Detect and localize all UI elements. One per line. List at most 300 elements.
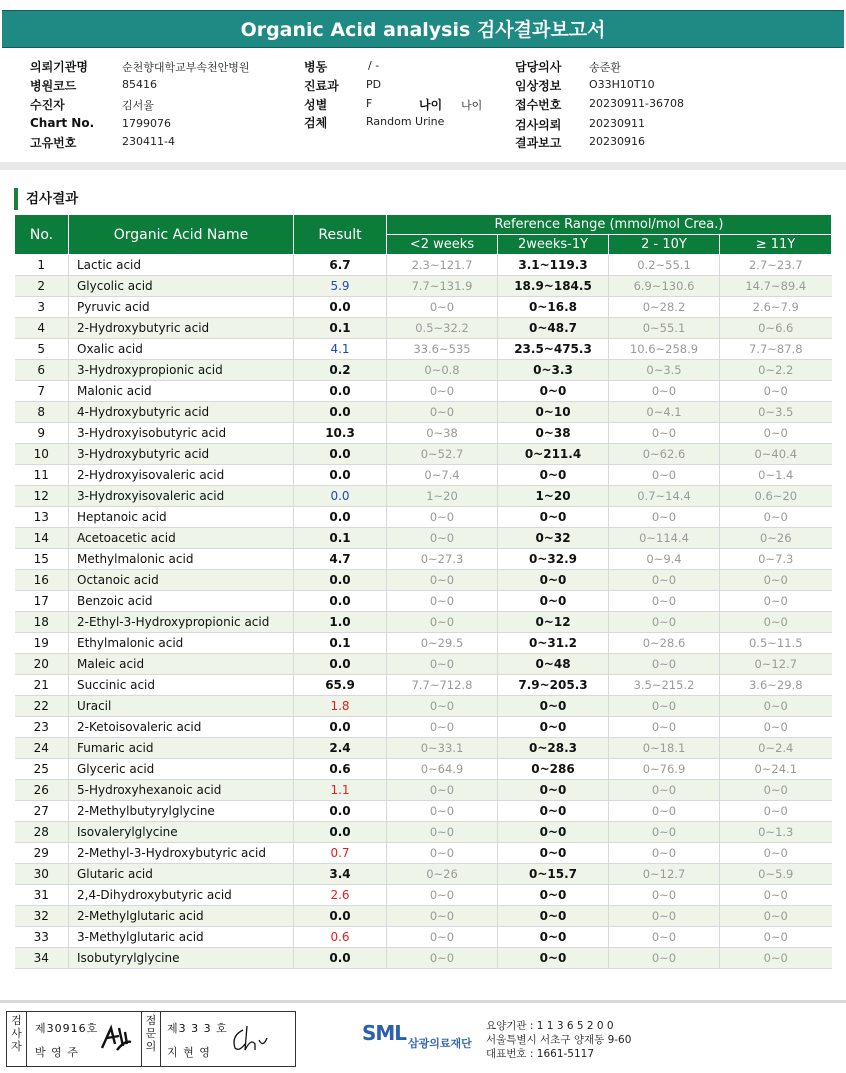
row-result: 0.0 [294, 906, 387, 927]
row-name: Fumaric acid [69, 738, 294, 759]
row-ref-under-2w: 0~0.8 [387, 360, 498, 381]
row-ref-2-10y: 0~12.7 [609, 864, 720, 885]
row-result [294, 339, 387, 360]
doctor-value: 송준환 [589, 61, 621, 74]
row-no: 30 [15, 864, 69, 885]
row-name: 2-Methyl-3-Hydroxybutyric acid [69, 843, 294, 864]
row-no: 27 [15, 801, 69, 822]
row-ref-under-2w: 0~0 [387, 843, 498, 864]
row-ref-under-2w: 0~0 [387, 570, 498, 591]
examiner-name: 박 영 주 [35, 1046, 79, 1059]
age-value: 나이 [461, 99, 483, 112]
row-no: 21 [15, 675, 69, 696]
patient-label: 수진자 [30, 98, 65, 112]
examiner-label: 검 사 자 [7, 1012, 27, 1066]
row-no: 1 [15, 255, 69, 276]
row-no: 31 [15, 885, 69, 906]
request-value: 20230911 [589, 117, 645, 130]
inst-address: 서울특별시 서초구 양재동 9-60 [486, 1034, 632, 1046]
row-name: Acetoacetic acid [69, 528, 294, 549]
col-result-header: Result [294, 215, 387, 255]
row-result: 0.0 [294, 801, 387, 822]
row-result [294, 696, 387, 717]
row-no: 19 [15, 633, 69, 654]
row-ref-2-10y: 10.6~258.9 [609, 339, 720, 360]
ward-label: 병동 [304, 60, 328, 74]
unique-value: 230411-4 [122, 135, 175, 148]
row-ref-under-2w: 0~0 [387, 948, 498, 969]
row-ref-under-2w: 0~0 [387, 822, 498, 843]
report-label: 결과보고 [515, 136, 562, 150]
row-ref-11y: 0~2.2 [720, 360, 832, 381]
row-ref-2-10y: 0~76.9 [609, 759, 720, 780]
hospital-code-value: 85416 [122, 78, 157, 91]
row-ref-under-2w: 0~38 [387, 423, 498, 444]
sex-label: 성별 [304, 98, 328, 112]
row-no: 9 [15, 423, 69, 444]
row-ref-under-2w: 0~0 [387, 696, 498, 717]
row-ref-2w-1y: 0~28.3 [498, 738, 609, 759]
row-ref-2w-1y: 0~0 [498, 381, 609, 402]
row-result [294, 276, 387, 297]
row-ref-under-2w: 0.5~32.2 [387, 318, 498, 339]
table-row [15, 318, 832, 339]
row-name: Oxalic acid [69, 339, 294, 360]
row-ref-under-2w: 0~0 [387, 402, 498, 423]
table-row [15, 717, 832, 738]
row-ref-under-2w: 0~7.4 [387, 465, 498, 486]
row-result: 0.0 [294, 465, 387, 486]
row-name: Glycolic acid [69, 276, 294, 297]
table-row [15, 549, 832, 570]
flagged-result: 0.6 [330, 930, 350, 944]
row-ref-2w-1y: 3.1~119.3 [498, 255, 609, 276]
report-value: 20230916 [589, 135, 645, 148]
row-result: 0.0 [294, 717, 387, 738]
row-ref-2w-1y: 0~0 [498, 801, 609, 822]
row-result: 0.2 [294, 360, 387, 381]
row-ref-11y: 0~40.4 [720, 444, 832, 465]
row-no: 8 [15, 402, 69, 423]
row-ref-under-2w: 1~20 [387, 486, 498, 507]
row-no: 26 [15, 780, 69, 801]
row-ref-under-2w: 0~0 [387, 507, 498, 528]
row-ref-11y: 0~0 [720, 423, 832, 444]
table-row [15, 927, 832, 948]
row-ref-under-2w: 0~0 [387, 717, 498, 738]
row-result: 0.0 [294, 570, 387, 591]
flagged-result: 0.0 [330, 489, 350, 503]
institution-value: 순천향대학교부속천안병원 [122, 61, 250, 74]
row-ref-2-10y: 0.7~14.4 [609, 486, 720, 507]
table-row [15, 906, 832, 927]
row-result: 0.0 [294, 381, 387, 402]
row-ref-2w-1y: 23.5~475.3 [498, 339, 609, 360]
row-ref-2-10y: 0~0 [609, 885, 720, 906]
row-ref-11y: 7.7~87.8 [720, 339, 832, 360]
row-ref-2w-1y: 0~0 [498, 465, 609, 486]
row-name: 2-Ethyl-3-Hydroxypropionic acid [69, 612, 294, 633]
row-ref-under-2w: 0~29.5 [387, 633, 498, 654]
col-no-header: No. [15, 215, 69, 255]
row-ref-11y: 0~26 [720, 528, 832, 549]
section-title: 검사결과 [14, 188, 78, 210]
institution-details [486, 1019, 631, 1061]
table-row [15, 444, 832, 465]
table-row [15, 591, 832, 612]
row-name: Methylmalonic acid [69, 549, 294, 570]
hospital-code-label: 병원코드 [30, 79, 77, 93]
row-result: 0.0 [294, 297, 387, 318]
row-ref-2w-1y: 0~32.9 [498, 549, 609, 570]
row-ref-11y: 14.7~89.4 [720, 276, 832, 297]
table-row [15, 276, 832, 297]
ref-col-1: 2weeks-1Y [498, 235, 609, 255]
row-ref-2w-1y: 0~3.3 [498, 360, 609, 381]
row-ref-2-10y: 3.5~215.2 [609, 675, 720, 696]
row-ref-2-10y: 0~28.6 [609, 633, 720, 654]
row-name: 3-Hydroxyisobutyric acid [69, 423, 294, 444]
row-name: 3-Methylglutaric acid [69, 927, 294, 948]
row-no: 29 [15, 843, 69, 864]
age-label: 나이 [419, 98, 443, 112]
table-row [15, 633, 832, 654]
row-ref-11y: 0~3.5 [720, 402, 832, 423]
row-ref-2-10y: 0~62.6 [609, 444, 720, 465]
row-name: Benzoic acid [69, 591, 294, 612]
table-row [15, 864, 832, 885]
row-ref-under-2w: 0~0 [387, 906, 498, 927]
row-result: 6.7 [294, 255, 387, 276]
row-result [294, 780, 387, 801]
row-no: 13 [15, 507, 69, 528]
clinical-value: O33H10T10 [589, 78, 655, 91]
row-no: 7 [15, 381, 69, 402]
row-ref-under-2w: 7.7~712.8 [387, 675, 498, 696]
row-name: Heptanoic acid [69, 507, 294, 528]
row-ref-2-10y: 0~0 [609, 906, 720, 927]
row-name: Maleic acid [69, 654, 294, 675]
patient-value: 김서율 [122, 99, 154, 112]
row-ref-2-10y: 0~0 [609, 696, 720, 717]
row-no: 28 [15, 822, 69, 843]
doctor-label: 담당의사 [515, 60, 562, 74]
row-no: 23 [15, 717, 69, 738]
table-row [15, 507, 832, 528]
table-row [15, 885, 832, 906]
row-ref-11y: 0.6~20 [720, 486, 832, 507]
row-result: 65.9 [294, 675, 387, 696]
sml-logo [362, 1021, 502, 1057]
row-ref-2-10y: 0~0 [609, 465, 720, 486]
row-name: 2-Methylbutyrylglycine [69, 801, 294, 822]
ref-col-0: <2 weeks [387, 235, 498, 255]
row-name: 4-Hydroxybutyric acid [69, 402, 294, 423]
row-ref-11y: 0~0 [720, 381, 832, 402]
row-ref-11y: 0~0 [720, 570, 832, 591]
row-result: 4.7 [294, 549, 387, 570]
row-result: 10.3 [294, 423, 387, 444]
table-row [15, 843, 832, 864]
row-ref-under-2w: 2.3~121.7 [387, 255, 498, 276]
row-ref-2w-1y: 0~286 [498, 759, 609, 780]
flagged-result: 5.9 [330, 279, 350, 293]
table-row [15, 948, 832, 969]
row-ref-11y: 0~0 [720, 927, 832, 948]
row-ref-2-10y: 0~0 [609, 381, 720, 402]
row-ref-2w-1y: 0~0 [498, 696, 609, 717]
row-ref-2w-1y: 18.9~184.5 [498, 276, 609, 297]
row-result: 3.4 [294, 864, 387, 885]
row-ref-under-2w: 0~0 [387, 381, 498, 402]
table-row [15, 612, 832, 633]
row-ref-2-10y: 0~0 [609, 507, 720, 528]
row-no: 10 [15, 444, 69, 465]
receipt-value: 20230911-36708 [589, 97, 684, 110]
row-ref-11y: 2.6~7.9 [720, 297, 832, 318]
row-ref-under-2w: 0~26 [387, 864, 498, 885]
table-row [15, 654, 832, 675]
row-ref-2-10y: 0~0 [609, 654, 720, 675]
table-row [15, 570, 832, 591]
row-ref-2-10y: 0~114.4 [609, 528, 720, 549]
row-ref-2w-1y: 0~0 [498, 906, 609, 927]
row-ref-under-2w: 0~0 [387, 885, 498, 906]
clinical-label: 임상정보 [515, 79, 562, 93]
row-ref-under-2w: 7.7~131.9 [387, 276, 498, 297]
row-ref-11y: 0~0 [720, 717, 832, 738]
row-result [294, 843, 387, 864]
row-result: 0.0 [294, 507, 387, 528]
row-name: Glyceric acid [69, 759, 294, 780]
row-no: 3 [15, 297, 69, 318]
table-row [15, 297, 832, 318]
row-no: 18 [15, 612, 69, 633]
row-result: 0.1 [294, 633, 387, 654]
row-no: 6 [15, 360, 69, 381]
row-no: 32 [15, 906, 69, 927]
row-result: 0.1 [294, 318, 387, 339]
report-title: Organic Acid analysis 검사결과보고서 [2, 10, 844, 48]
row-name: Glutaric acid [69, 864, 294, 885]
row-result [294, 927, 387, 948]
table-row [15, 801, 832, 822]
row-name: Uracil [69, 696, 294, 717]
row-result: 0.0 [294, 591, 387, 612]
row-ref-11y: 0~1.3 [720, 822, 832, 843]
row-ref-2-10y: 0~0 [609, 822, 720, 843]
row-result [294, 885, 387, 906]
ref-col-2: 2 - 10Y [609, 235, 720, 255]
row-ref-under-2w: 0~0 [387, 801, 498, 822]
row-result: 1.0 [294, 612, 387, 633]
row-name: Lactic acid [69, 255, 294, 276]
table-row [15, 360, 832, 381]
row-ref-2-10y: 0~4.1 [609, 402, 720, 423]
row-ref-2w-1y: 0~32 [498, 528, 609, 549]
row-no: 34 [15, 948, 69, 969]
row-no: 15 [15, 549, 69, 570]
row-ref-2w-1y: 0~31.2 [498, 633, 609, 654]
dept-label: 진료과 [304, 79, 339, 93]
row-ref-2w-1y: 0~38 [498, 423, 609, 444]
row-no: 17 [15, 591, 69, 612]
receipt-label: 접수번호 [515, 98, 562, 112]
table-row [15, 486, 832, 507]
checker-no: 제3 3 3 호 [167, 1022, 228, 1035]
row-result: 0.1 [294, 528, 387, 549]
row-ref-under-2w: 0~0 [387, 528, 498, 549]
row-ref-under-2w: 0~27.3 [387, 549, 498, 570]
flagged-result: 1.1 [330, 783, 350, 797]
row-result: 0.6 [294, 759, 387, 780]
table-row [15, 381, 832, 402]
row-ref-11y: 0~24.1 [720, 759, 832, 780]
row-ref-11y: 0~0 [720, 612, 832, 633]
row-ref-under-2w: 0~0 [387, 612, 498, 633]
row-ref-11y: 2.7~23.7 [720, 255, 832, 276]
checker-name: 지 현 영 [167, 1046, 211, 1059]
row-ref-11y: 0~0 [720, 591, 832, 612]
chart-value: 1799076 [122, 117, 171, 130]
row-name: 2-Ketoisovaleric acid [69, 717, 294, 738]
row-ref-2-10y: 0~0 [609, 717, 720, 738]
row-name: Pyruvic acid [69, 297, 294, 318]
row-ref-under-2w: 0~0 [387, 927, 498, 948]
row-result: 0.0 [294, 654, 387, 675]
row-ref-2w-1y: 0~0 [498, 843, 609, 864]
row-ref-2w-1y: 0~48.7 [498, 318, 609, 339]
row-ref-2-10y: 0~0 [609, 948, 720, 969]
row-ref-2w-1y: 7.9~205.3 [498, 675, 609, 696]
signature-box [6, 1011, 296, 1067]
row-ref-2w-1y: 0~0 [498, 948, 609, 969]
dept-value: PD [366, 78, 382, 91]
row-name: Isovalerylglycine [69, 822, 294, 843]
table-row [15, 402, 832, 423]
row-no: 25 [15, 759, 69, 780]
row-no: 12 [15, 486, 69, 507]
row-ref-2-10y: 0~0 [609, 423, 720, 444]
row-ref-under-2w: 0~0 [387, 591, 498, 612]
row-ref-2w-1y: 0~16.8 [498, 297, 609, 318]
row-ref-under-2w: 33.6~535 [387, 339, 498, 360]
row-ref-2-10y: 0~0 [609, 612, 720, 633]
footer [0, 1000, 846, 1073]
row-name: Malonic acid [69, 381, 294, 402]
checker-label: 점 문 의 [141, 1012, 161, 1066]
table-row [15, 528, 832, 549]
row-result: 0.0 [294, 444, 387, 465]
specimen-label: 검체 [304, 116, 328, 130]
sex-value: F [366, 97, 373, 110]
examiner-signature-icon [99, 1022, 133, 1054]
row-name: 2,4-Dihydroxybutyric acid [69, 885, 294, 906]
row-ref-2-10y: 0.2~55.1 [609, 255, 720, 276]
table-row [15, 822, 832, 843]
table-row [15, 423, 832, 444]
row-result: 0.0 [294, 402, 387, 423]
row-ref-2-10y: 0~0 [609, 927, 720, 948]
row-ref-2w-1y: 0~0 [498, 507, 609, 528]
results-body [15, 255, 832, 969]
row-name: 3-Hydroxyisovaleric acid [69, 486, 294, 507]
row-ref-11y: 0.5~11.5 [720, 633, 832, 654]
row-ref-2-10y: 0~18.1 [609, 738, 720, 759]
row-no: 20 [15, 654, 69, 675]
row-ref-2-10y: 0~55.1 [609, 318, 720, 339]
table-row [15, 339, 832, 360]
row-ref-2w-1y: 0~0 [498, 927, 609, 948]
row-no: 11 [15, 465, 69, 486]
row-name: Ethylmalonic acid [69, 633, 294, 654]
row-ref-11y: 0~2.4 [720, 738, 832, 759]
flagged-result: 4.1 [330, 342, 350, 356]
row-ref-2-10y: 6.9~130.6 [609, 276, 720, 297]
row-name: 2-Hydroxyisovaleric acid [69, 465, 294, 486]
row-ref-under-2w: 0~0 [387, 654, 498, 675]
flagged-result: 0.7 [330, 846, 350, 860]
row-ref-11y: 3.6~29.8 [720, 675, 832, 696]
row-ref-2-10y: 0~0 [609, 591, 720, 612]
row-ref-11y: 0~0 [720, 906, 832, 927]
row-ref-2-10y: 0~0 [609, 570, 720, 591]
table-row [15, 465, 832, 486]
patient-info [0, 55, 846, 155]
row-ref-2-10y: 0~9.4 [609, 549, 720, 570]
ref-col-3: ≥ 11Y [720, 235, 832, 255]
row-name: Succinic acid [69, 675, 294, 696]
inst-phone: 대표번호 : 1661-5117 [486, 1048, 595, 1060]
row-ref-11y: 0~0 [720, 780, 832, 801]
row-ref-11y: 0~5.9 [720, 864, 832, 885]
table-row [15, 759, 832, 780]
separator [0, 162, 846, 170]
row-name: Isobutyrylglycine [69, 948, 294, 969]
ward-value: / - [368, 59, 380, 72]
row-result: 0.0 [294, 822, 387, 843]
row-name: Octanoic acid [69, 570, 294, 591]
row-ref-2-10y: 0~0 [609, 801, 720, 822]
row-no: 2 [15, 276, 69, 297]
row-ref-2w-1y: 0~12 [498, 612, 609, 633]
row-ref-11y: 0~0 [720, 948, 832, 969]
col-name-header: Organic Acid Name [69, 215, 294, 255]
row-ref-2w-1y: 0~0 [498, 591, 609, 612]
row-no: 16 [15, 570, 69, 591]
row-ref-under-2w: 0~0 [387, 780, 498, 801]
row-ref-2w-1y: 0~0 [498, 885, 609, 906]
row-ref-2w-1y: 0~211.4 [498, 444, 609, 465]
row-name: 2-Methylglutaric acid [69, 906, 294, 927]
logo-name: 삼광의료재단 [408, 1037, 472, 1050]
row-ref-2-10y: 0~0 [609, 843, 720, 864]
specimen-value: Random Urine [366, 115, 445, 128]
examiner-no: 제30916호 [35, 1022, 99, 1035]
row-no: 24 [15, 738, 69, 759]
row-result: 0.0 [294, 948, 387, 969]
row-ref-under-2w: 0~64.9 [387, 759, 498, 780]
table-row [15, 696, 832, 717]
row-result: 2.4 [294, 738, 387, 759]
chart-label: Chart No. [30, 116, 95, 130]
flagged-result: 1.8 [330, 699, 350, 713]
row-ref-2w-1y: 0~15.7 [498, 864, 609, 885]
row-ref-2-10y: 0~28.2 [609, 297, 720, 318]
results-table [14, 214, 832, 969]
row-ref-2w-1y: 0~0 [498, 717, 609, 738]
inst-code: 요양기관 : 1 1 3 6 5 2 0 0 [486, 1020, 614, 1032]
